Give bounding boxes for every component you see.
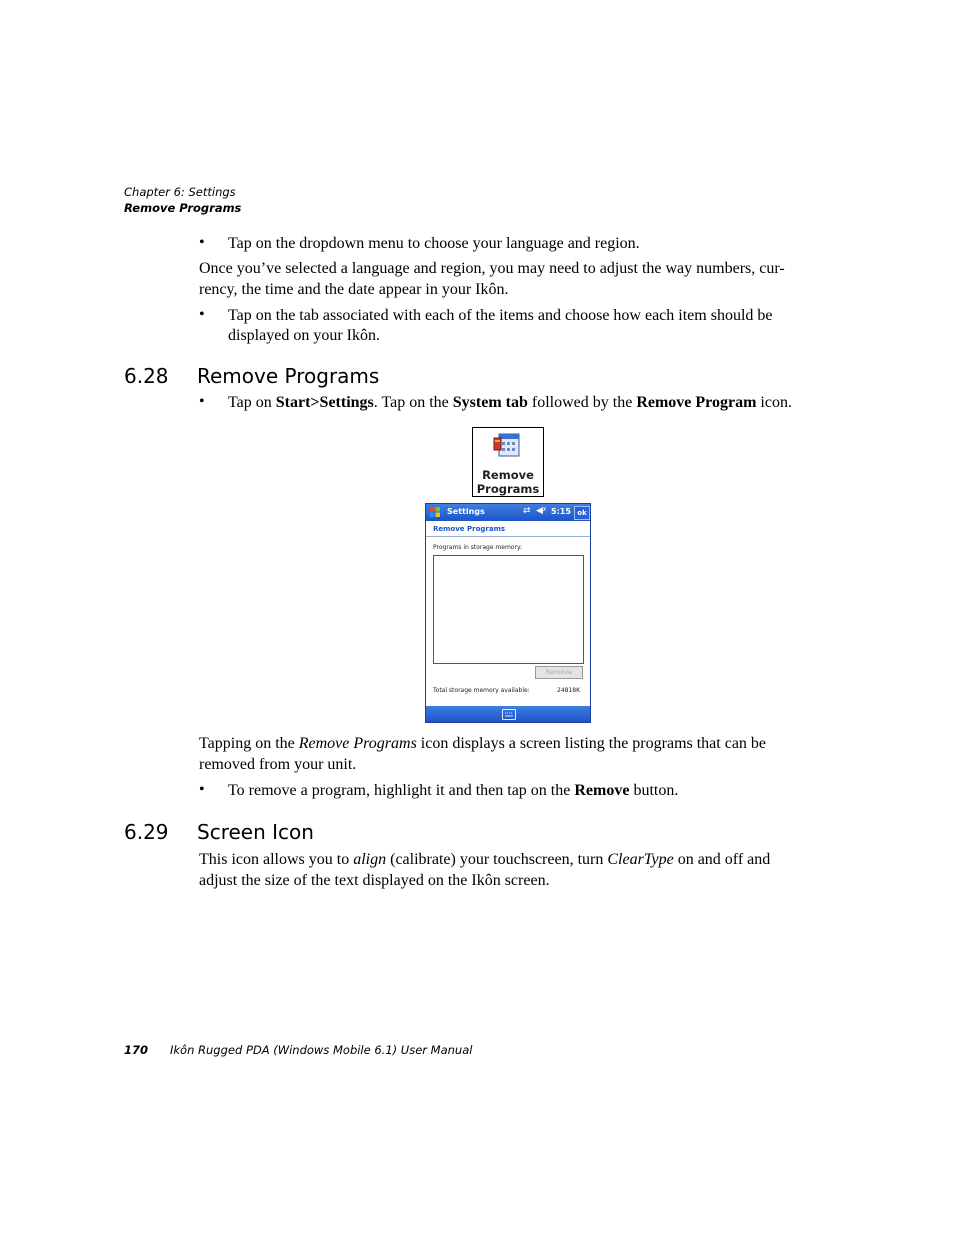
icon-label-line2: Programs: [476, 482, 540, 496]
section-629-line2: adjust the size of the text displayed on the Ikôn screen.: [199, 872, 550, 889]
programs-list-label: Programs in storage memory:: [433, 544, 523, 551]
text: This icon allows you to: [199, 851, 354, 868]
pda-menu-bar: [426, 706, 590, 722]
ok-button[interactable]: ok: [574, 506, 590, 520]
step-text: icon.: [756, 394, 792, 411]
step-start-settings: Start>Settings: [275, 394, 374, 411]
remove-button[interactable]: Remove: [535, 666, 583, 679]
step-remove-program: Remove Program: [636, 394, 757, 411]
step-text: Tap on: [228, 394, 276, 411]
bullet-text: button.: [629, 782, 679, 799]
pda-screenshot: [425, 503, 591, 723]
section-628-step: [228, 392, 792, 413]
section-629-number: 6.29: [124, 820, 169, 844]
bullet-marker: •: [199, 234, 205, 251]
intro-paragraph-line1: Once you’ve selected a language and region, you may need to adjust the way numbers, cur-: [199, 260, 785, 277]
cleartype-term: ClearType: [607, 851, 674, 868]
section-628-title: Remove Programs: [197, 364, 380, 388]
section-628-paragraph-line2: removed from your unit.: [199, 756, 357, 773]
intro-bullet-1: Tap on the dropdown menu to choose your language and region.: [228, 235, 640, 252]
section-629-line1: [199, 849, 770, 870]
intro-paragraph-line2: rency, the time and the date appear in your Ikôn.: [199, 281, 509, 298]
pda-clock[interactable]: 5:15: [551, 507, 571, 516]
page-number: 170: [124, 1043, 149, 1057]
bullet-marker: •: [199, 393, 205, 410]
para-remove-programs: Remove Programs: [298, 735, 417, 752]
section-629-title: Screen Icon: [197, 820, 314, 844]
storage-value: 24818K: [557, 687, 581, 694]
remove-programs-icon: [492, 432, 524, 460]
bullet-marker: •: [199, 781, 205, 798]
step-text: . Tap on the: [373, 394, 453, 411]
text: (calibrate) your touchscreen, turn: [386, 851, 608, 868]
pda-subtitle-bar: [426, 521, 590, 537]
text: on and off and: [673, 851, 771, 868]
running-header-section: Remove Programs: [124, 201, 242, 215]
step-text: followed by the: [527, 394, 637, 411]
bullet-text: To remove a program, highlight it and then tap on the: [228, 782, 575, 799]
step-system-tab: System tab: [452, 394, 528, 411]
pda-title: Settings: [447, 507, 485, 516]
volume-icon[interactable]: ◀ᵡ: [536, 506, 547, 516]
section-628-paragraph-line1: [199, 733, 766, 754]
pda-title-bar: [426, 504, 590, 521]
bullet-remove: Remove: [574, 782, 630, 799]
section-628-bullet: [228, 780, 678, 801]
section-628-number: 6.28: [124, 364, 169, 388]
keyboard-icon[interactable]: [502, 709, 516, 720]
intro-bullet-2-line2: displayed on your Ikôn.: [228, 327, 380, 344]
icon-label-line1: Remove: [482, 468, 534, 482]
windows-flag-icon[interactable]: [430, 507, 440, 517]
running-header-chapter: Chapter 6: Settings: [124, 185, 236, 199]
manual-title: Ikôn Rugged PDA (Windows Mobile 6.1) User Manual: [170, 1043, 473, 1057]
connectivity-icon[interactable]: ⇄: [523, 506, 531, 516]
bullet-marker: •: [199, 306, 205, 323]
intro-bullet-2-line1: Tap on the tab associated with each of the items and choose how each item should be: [228, 307, 773, 324]
remove-programs-icon-figure: [472, 427, 544, 497]
pda-subtitle: Remove Programs: [433, 525, 506, 533]
programs-list[interactable]: [433, 555, 584, 664]
para-text: icon displays a screen listing the programs that can be: [416, 735, 767, 752]
storage-label: Total storage memory available:: [433, 687, 530, 694]
align-term: align: [353, 851, 387, 868]
para-text: Tapping on the: [199, 735, 299, 752]
